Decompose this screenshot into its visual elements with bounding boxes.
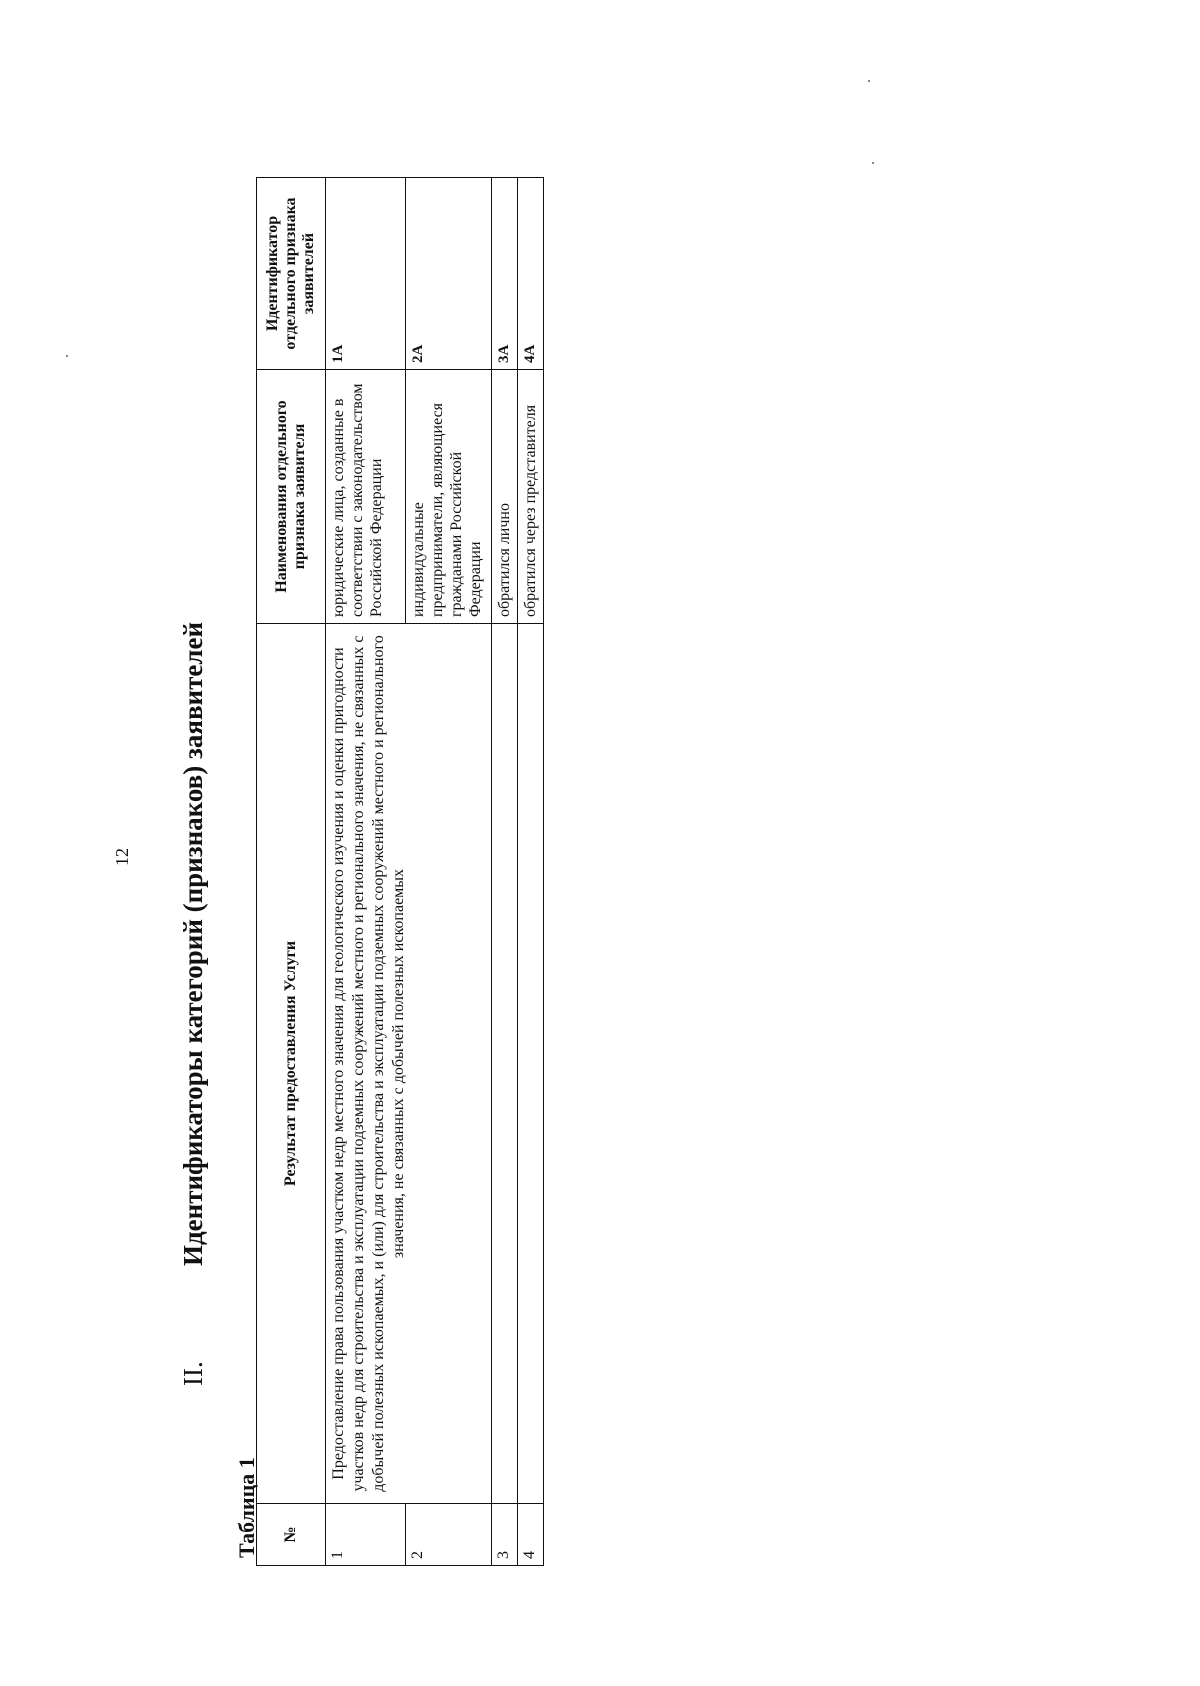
section-heading — [178, 622, 209, 1386]
table-caption: Таблица 1 — [234, 1457, 259, 1558]
attribute-id: 2А — [406, 178, 492, 370]
result-cell: Предоставление права пользования участком недр местного значения для геологического изучения и оценки пригодности участков недр для строительства и эксплуатации подземных сооружений местного и регионального значения, не связанных с добычей полезных ископаемых, и (или) для строительства и эксплуатации подземных сооружений местного и регионального значения, не связанных с добычей полезных ископаемых — [326, 624, 492, 1504]
attribute-name: юридические лица, созданные в соответствии с законодательством Российской Федерации — [326, 370, 406, 624]
applicant-categories-table — [256, 177, 544, 1566]
row-number: 2 — [406, 1504, 492, 1566]
row-number: 1 — [326, 1504, 406, 1566]
empty-cell — [492, 624, 518, 1504]
attribute-id: 3А — [492, 178, 518, 370]
table-header-row — [257, 178, 326, 1566]
table-row — [492, 178, 518, 1566]
table-row — [518, 178, 544, 1566]
scan-speck — [868, 80, 870, 82]
header-result: Результат предоставления Услуги — [257, 624, 326, 1504]
attribute-name: обратился лично — [492, 370, 518, 624]
empty-cell — [518, 624, 544, 1504]
attribute-name: индивидуальные предприниматели, являющиеся гражданами Российской Федерации — [406, 370, 492, 624]
table-row — [326, 178, 406, 1566]
scan-speck — [66, 355, 68, 357]
header-attribute-name: Наименования отдельного признака заявителя — [257, 370, 326, 624]
attribute-id: 1А — [326, 178, 406, 370]
header-attribute-id: Идентификатор отдельного признака заявителей — [257, 178, 326, 370]
page-number: 12 — [112, 848, 132, 866]
attribute-id: 4А — [518, 178, 544, 370]
attribute-name: обратился через представителя — [518, 370, 544, 624]
section-title: Идентификаторы категорий (признаков) заявителей — [178, 621, 208, 1266]
scan-speck — [872, 162, 874, 164]
row-number: 3 — [492, 1504, 518, 1566]
row-number: 4 — [518, 1504, 544, 1566]
header-number: № — [257, 1504, 326, 1566]
section-number: II. — [178, 1361, 208, 1386]
